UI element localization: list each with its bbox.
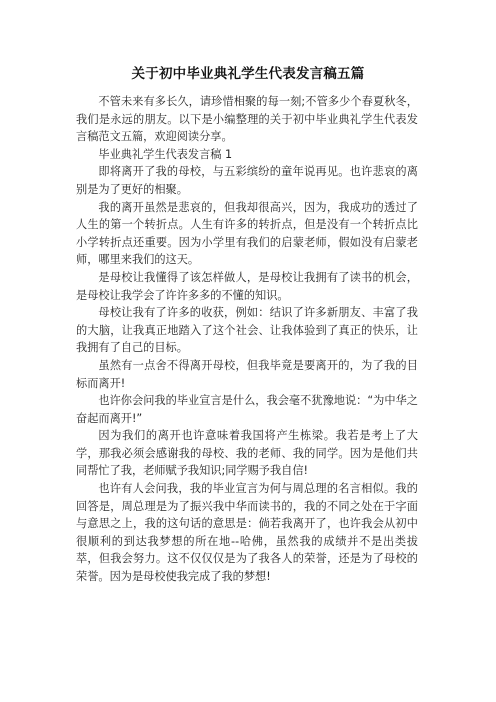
document-body: [76, 93, 418, 586]
body-paragraph: 因为我们的离开也许意味着我国将产生栋梁。我若是考上了大学，那我必须会感谢我的母校、我的老师、我的同学。因为是他们共同帮忙了我，老师赋予我知识;同学赐予我自信!: [76, 429, 418, 478]
intro-paragraph: 不管未来有多长久，请珍惜相聚的每一刻;不管多少个春夏秋冬，我们是永远的朋友。以下是小编整理的关于初中毕业典礼学生代表发言稿范文五篇，欢迎阅读分享。: [76, 95, 418, 144]
body-paragraph: 也许你会问我的毕业宣言是什么，我会毫不犹豫地说：“为中华之奋起而离开!”: [76, 394, 418, 425]
section-heading: 毕业典礼学生代表发言稿 1: [98, 147, 233, 161]
body-paragraph: 我的离开虽然是悲哀的，但我却很高兴，因为，我成功的透过了人生的第一个转折点。人生有许多的转折点，但是没有一个转折点比小学转折点还重要。因为小学里有我们的启蒙老师，假如没有启蒙老师，哪里来我们的这天。: [76, 200, 418, 267]
body-paragraph: 也许有人会问我，我的毕业宣言为何与周总理的名言相似。我的回答是，周总理是为了振兴我中华而读书的，我的不同之处在于字面与意思之上，我的这句话的意思是：倘若我离开了，也许我会从初中很顺利的到达我梦想的所在地--哈佛，虽然我的成绩并不是出类拔萃，但我会努力。这不仅仅仅是为了我各人的荣誉，还是为了母校的荣誉。因为是母校使我完成了我的梦想!: [76, 482, 418, 584]
body-paragraph: 是母校让我懂得了该怎样做人，是母校让我拥有了读书的机会，是母校让我学会了许许多多的不懂的知识。: [76, 270, 418, 302]
body-paragraph: 即将离开了我的母校，与五彩缤纷的童年说再见。也许悲哀的离别是为了更好的相聚。: [76, 165, 418, 196]
body-paragraph: 母校让我有了许多的收获，例如：结识了许多新朋友、丰富了我的大脑，让我真正地踏入了这个社会、让我体验到了真正的快乐，让我拥有了自己的目标。: [76, 306, 418, 355]
body-paragraph: 虽然有一点舍不得离开母校，但我毕竟是要离开的，为了我的目标而离开!: [76, 358, 418, 390]
document-title: 关于初中毕业典礼学生代表发言稿五篇: [131, 66, 365, 82]
